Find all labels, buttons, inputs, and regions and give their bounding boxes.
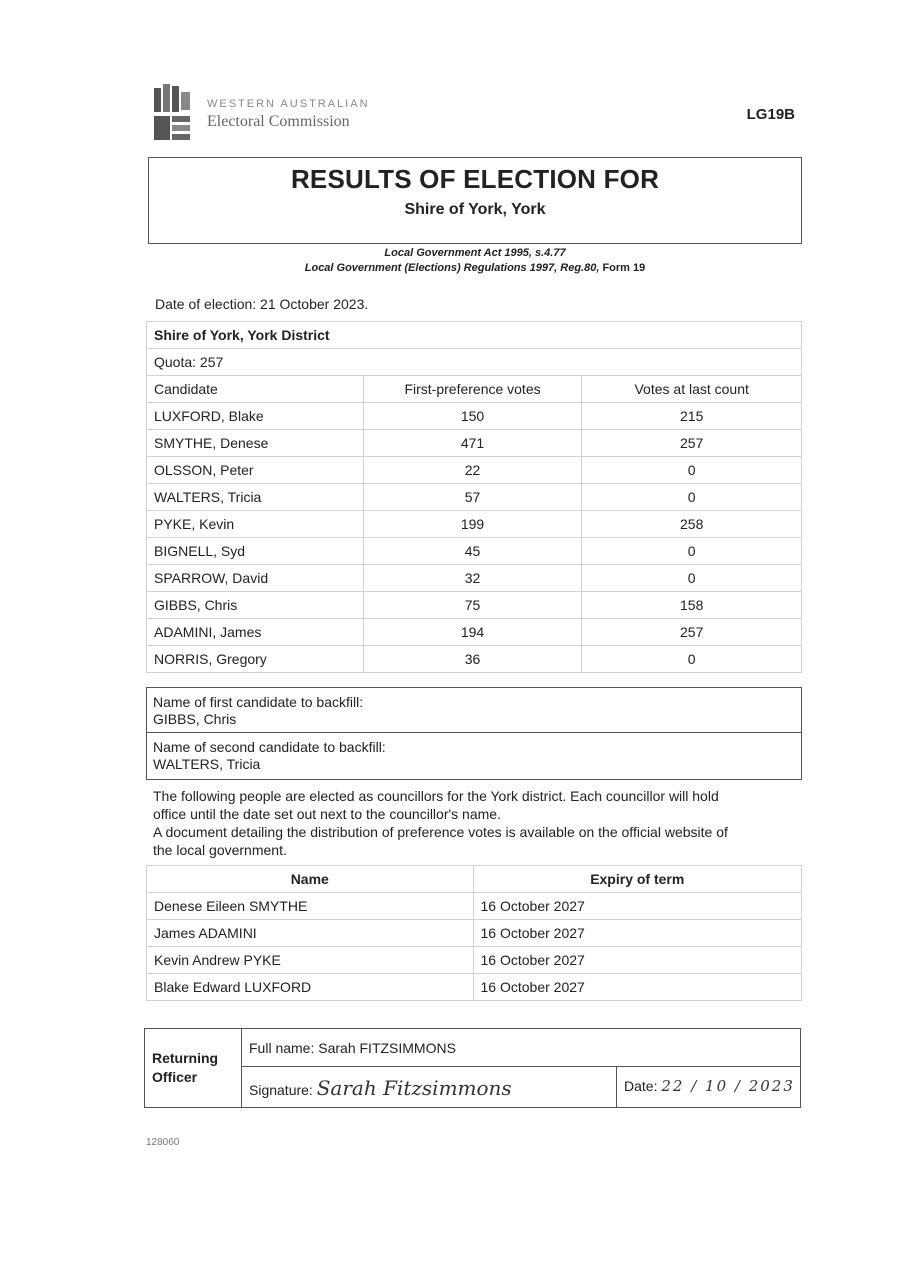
table-row [147,619,802,646]
header-candidate: Candidate [147,376,364,403]
second-backfill-box [146,733,802,780]
org-name-line2: Electoral Commission [207,113,350,130]
org-name-line1: WESTERN AUSTRALIAN [207,98,370,110]
handwritten-date: 22 / 10 / 2023 [661,1077,795,1095]
table-row [147,403,802,430]
header-expiry: Expiry of term [473,866,801,893]
first-preference-votes: 75 [363,592,582,619]
date-field [617,1067,800,1107]
second-backfill-name: WALTERS, Tricia [153,756,261,772]
last-count-votes: 158 [582,592,802,619]
returning-officer-label [145,1029,242,1107]
last-count-votes: 0 [582,565,802,592]
first-backfill-box [146,687,802,733]
first-preference-votes: 150 [363,403,582,430]
table-row [147,538,802,565]
first-backfill-name: GIBBS, Chris [153,711,237,727]
last-count-votes: 0 [582,457,802,484]
header-last-count: Votes at last count [582,376,802,403]
candidate-name: SPARROW, David [147,565,364,592]
legislation-line1: Local Government Act 1995, s.4.77 [384,247,566,259]
expiry-date: 16 October 2027 [473,974,801,1001]
first-preference-votes: 36 [363,646,582,673]
councillor-name: Blake Edward LUXFORD [147,974,474,1001]
councillor-name: James ADAMINI [147,920,474,947]
candidate-name: WALTERS, Tricia [147,484,364,511]
last-count-votes: 257 [582,430,802,457]
legislation-line2: Local Government (Elections) Regulations 1997, Reg.80, Form 19 [304,262,646,274]
title-box [148,157,802,244]
table-row [147,457,802,484]
wa-electoral-commission-logo-icon [154,84,192,142]
first-backfill-label: Name of first candidate to backfill: [153,694,364,710]
candidate-name: SMYTHE, Denese [147,430,364,457]
statement-line: office until the date set out next to the councillor's name. [153,806,501,822]
footer-code: 128060 [146,1137,180,1148]
form-code: LG19B [746,106,795,123]
statement-line: A document detailing the distribution of preference votes is available on the official website of [153,824,728,840]
table-row [147,893,802,920]
results-table [146,321,802,673]
table-row [147,565,802,592]
label-line: Officer [152,1069,198,1085]
first-preference-votes: 194 [363,619,582,646]
returning-officer-box [144,1028,801,1108]
last-count-votes: 215 [582,403,802,430]
candidate-name: ADAMINI, James [147,619,364,646]
first-preference-votes: 57 [363,484,582,511]
page-subtitle: Shire of York, York [404,201,546,218]
district-name: Shire of York, York District [147,322,802,349]
table-row [147,430,802,457]
councillor-name: Kevin Andrew PYKE [147,947,474,974]
candidate-name: NORRIS, Gregory [147,646,364,673]
last-count-votes: 0 [582,538,802,565]
signature-field [242,1067,617,1107]
signature-label: Signature: [249,1082,313,1098]
first-preference-votes: 45 [363,538,582,565]
table-row [147,920,802,947]
candidate-name: LUXFORD, Blake [147,403,364,430]
statement-line: The following people are elected as councillors for the York district. Each councillor will hold [153,788,719,804]
first-preference-votes: 22 [363,457,582,484]
table-row [147,484,802,511]
date-label: Date: [624,1078,658,1094]
first-preference-votes: 471 [363,430,582,457]
table-row [147,947,802,974]
table-row [147,511,802,538]
expiry-date: 16 October 2027 [473,920,801,947]
handwritten-signature: Sarah Fitzsimmons [316,1076,512,1100]
header-first-preference: First-preference votes [363,376,582,403]
councillor-name: Denese Eileen SMYTHE [147,893,474,920]
table-row [147,974,802,1001]
candidate-name: PYKE, Kevin [147,511,364,538]
table-row [147,592,802,619]
candidate-name: OLSSON, Peter [147,457,364,484]
last-count-votes: 0 [582,646,802,673]
last-count-votes: 0 [582,484,802,511]
label-line: Returning [152,1050,219,1066]
page-title: RESULTS OF ELECTION FOR [290,164,660,194]
first-preference-votes: 199 [363,511,582,538]
last-count-votes: 258 [582,511,802,538]
candidate-name: BIGNELL, Syd [147,538,364,565]
elected-statement [146,787,802,859]
full-name-field: Full name: Sarah FITZSIMMONS [242,1029,800,1067]
quota: Quota: 257 [147,349,802,376]
expiry-date: 16 October 2027 [473,893,801,920]
date-of-election: Date of election: 21 October 2023. [155,296,369,312]
last-count-votes: 257 [582,619,802,646]
second-backfill-label: Name of second candidate to backfill: [153,739,386,755]
header-name: Name [147,866,474,893]
elected-table [146,865,802,1001]
expiry-date: 16 October 2027 [473,947,801,974]
table-row [147,646,802,673]
candidate-name: GIBBS, Chris [147,592,364,619]
statement-line: the local government. [153,842,287,858]
first-preference-votes: 32 [363,565,582,592]
